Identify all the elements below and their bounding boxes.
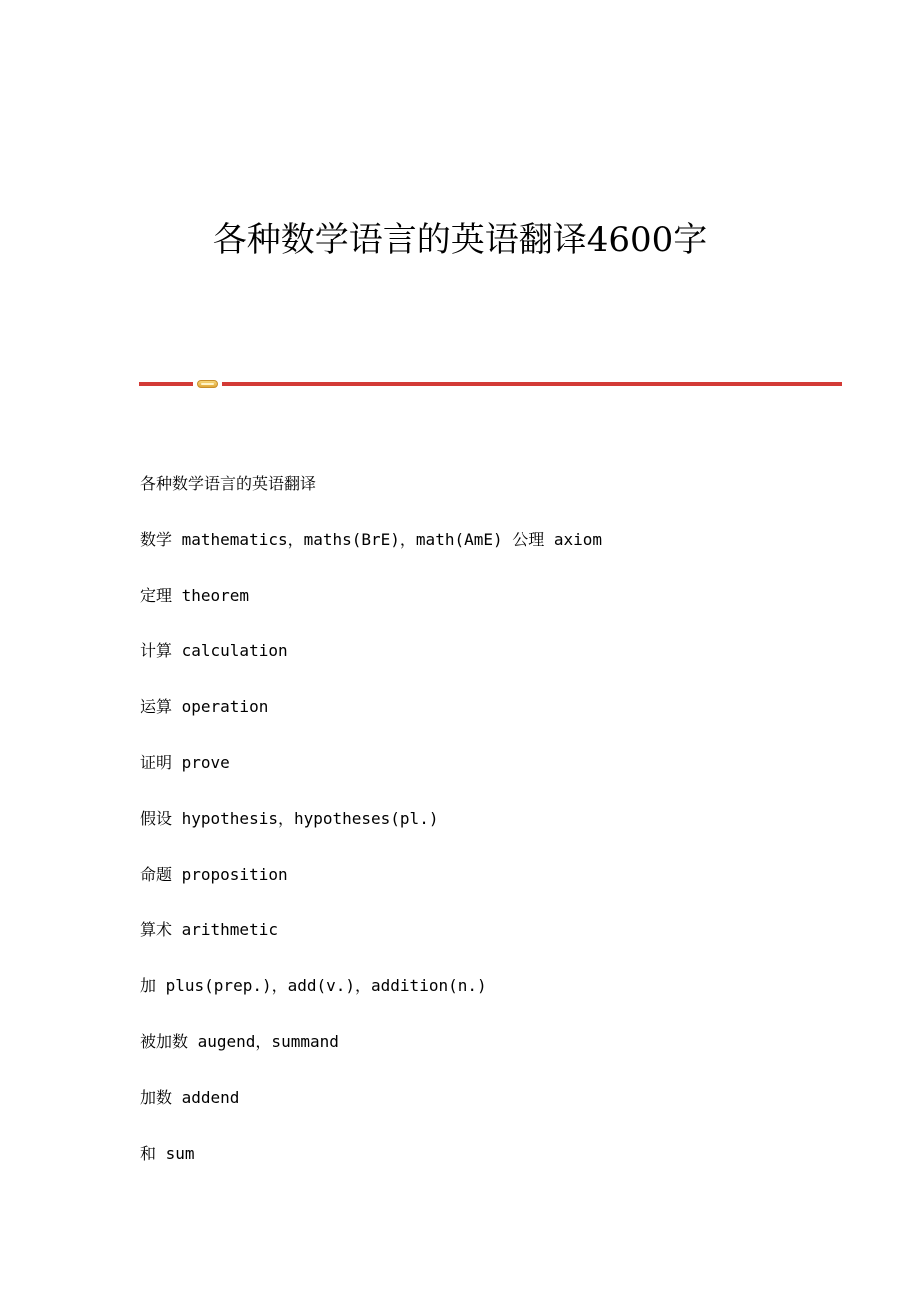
text-line: 加 plus(prep.)，add(v.)，addition(n.) (140, 976, 487, 996)
text-line: 运算 operation (140, 697, 269, 717)
text-line: 和 sum (140, 1143, 195, 1163)
text-line: 被加数 augend，summand (140, 1031, 339, 1051)
text-line: 定理 theorem (140, 585, 250, 605)
divider-right-bar (222, 382, 842, 386)
document-body (140, 470, 602, 1195)
divider-ornament-icon (197, 380, 218, 388)
text-line: 加数 addend (140, 1087, 240, 1107)
text-line: 计算 calculation (140, 641, 288, 661)
text-line: 各种数学语言的英语翻译 (140, 474, 317, 493)
divider-left-bar (139, 382, 193, 386)
title-divider (139, 379, 842, 389)
text-line: 证明 prove (140, 752, 230, 772)
text-line: 假设 hypothesis，hypotheses(pl.) (140, 808, 439, 828)
document-title: 各种数学语言的英语翻译4600字 (212, 220, 708, 260)
text-line: 算术 arithmetic (140, 920, 278, 940)
text-line: 命题 proposition (140, 864, 288, 884)
text-line: 数学 mathematics，maths(BrE)，math(AmE) 公理 axiom (140, 529, 603, 549)
